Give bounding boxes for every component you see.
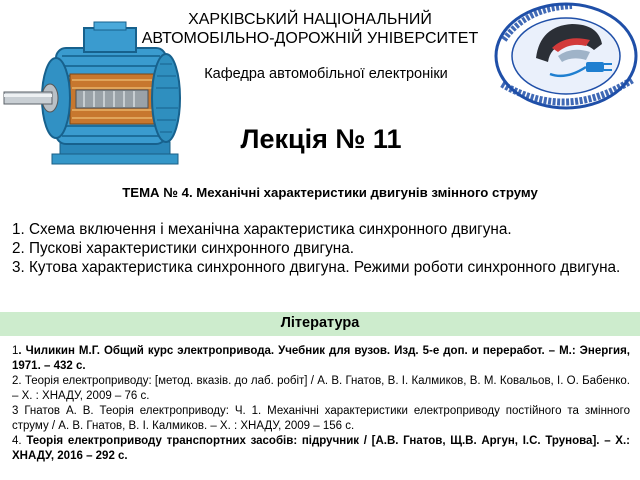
reference-text: 3 Гнатов А. В. Теорія електроприводу: Ч. 1. Механічні характеристики електроприводу постійного та змінного струму / А. В. Гнатов, В. І. Калмиков. – Х. : ХНАДУ, 2009 – 156 с. (12, 405, 630, 432)
literature-title: Література (280, 315, 360, 331)
reference-item (12, 374, 630, 404)
university-name-line1: ХАРКІВСЬКИЙ НАЦІОНАЛЬНИЙ (188, 11, 432, 28)
reference-text: Теорія електроприводу транспортних засобів: підручник / [А.В. Гнатов, Щ.В. Аргун, І.С. Трунова]. – Х.: ХНАДУ, 2016 – 292 с. (12, 435, 630, 462)
plan-item: 3. Кутова характеристика синхронного двигуна. Режими роботи синхронного двигуна. (12, 259, 621, 276)
topic-title: ТЕМА № 4. Механічні характеристики двигунів змінного струму (122, 185, 538, 200)
lecture-plan (12, 220, 630, 277)
reference-item (12, 404, 630, 434)
reference-text: 2. Теорія електроприводу: [метод. вказів. до лаб. робіт] / А. В. Гнатов, В. І. Калмиков, В. М. Ковальов, І. О. Бабенко. – Х. : ХНАДУ, 2009 – 76 с. (12, 375, 630, 402)
department-name: Кафедра автомобільної електроніки (204, 66, 448, 82)
reference-item (12, 434, 630, 464)
university-name-line2: АВТОМОБІЛЬНО-ДОРОЖНІЙ УНІВЕРСИТЕТ (141, 30, 479, 47)
plan-item: 2. Пускові характеристики синхронного двигуна. (12, 240, 354, 257)
department-logo (486, 0, 640, 112)
plan-item: 1. Схема включення і механічна характеристика синхронного двигуна. (12, 221, 512, 238)
reference-list (12, 344, 630, 464)
reference-text: . Чиликин М.Г. Общий курс электропривода. Учебник для вузов. Изд. 5-е доп. и переработ. – М.: Энергия, 1971. – 432 с. (12, 345, 630, 372)
lecture-title: Лекція № 11 (240, 124, 402, 154)
reference-number: 1 (12, 345, 19, 357)
reference-item (12, 344, 630, 374)
reference-number: 4. (12, 435, 27, 447)
